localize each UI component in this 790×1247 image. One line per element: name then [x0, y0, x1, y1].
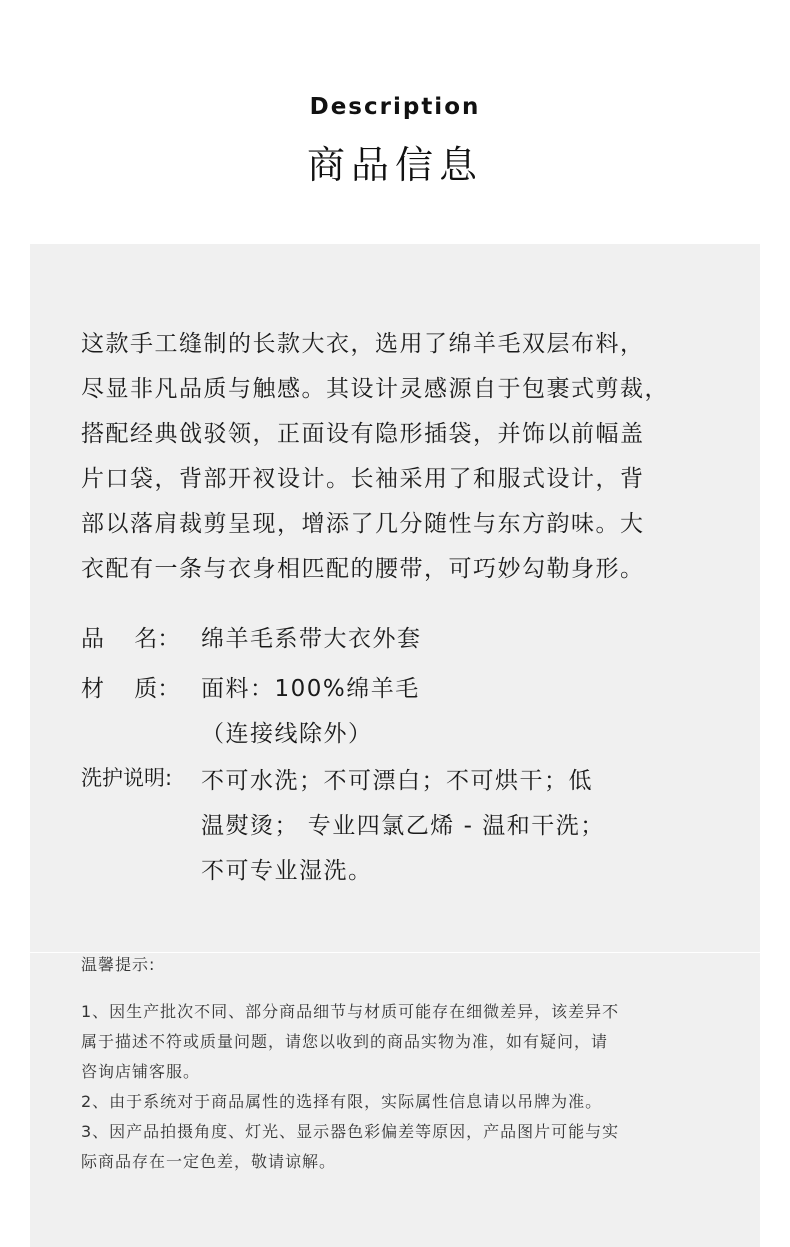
tips-list [81, 997, 721, 1177]
tip-line: 1、因生产批次不同、部分商品细节与材质可能存在细微差异，该差异不 [81, 1002, 620, 1021]
title-english: Description [309, 94, 481, 120]
description-line: 尽显非凡品质与触感。其设计灵感源自于包裹式剪裁， [81, 376, 669, 402]
product-specs [81, 620, 721, 895]
description-line: 这款手工缝制的长款大衣，选用了绵羊毛双层布料， [81, 331, 645, 357]
spec-care-value-line: 温熨烫； 专业四氯乙烯 - 温和干洗； [201, 813, 605, 839]
tip-line: 际商品存在一定色差，敬请谅解。 [81, 1152, 337, 1171]
info-panel [30, 244, 760, 1247]
spec-care-label: 洗护说明: [81, 766, 173, 790]
spec-name-row [81, 620, 721, 668]
tip-line: 2、由于系统对于商品属性的选择有限，实际属性信息请以吊牌为准。 [81, 1092, 603, 1111]
spec-care-row [81, 762, 721, 897]
spec-material-label: 材 质： [81, 676, 181, 702]
description-line: 搭配经典戗驳领，正面设有隐形插袋，并饰以前幅盖 [81, 421, 645, 447]
tip-line: 咨询店铺客服。 [81, 1062, 201, 1081]
tip-line: 属于描述不符或质量问题，请您以收到的商品实物为准，如有疑问，请 [81, 1032, 609, 1051]
tips-title: 温馨提示: [81, 955, 156, 974]
title-chinese: 商品信息 [306, 143, 483, 187]
description-line: 衣配有一条与衣身相匹配的腰带，可巧妙勾勒身形。 [81, 556, 645, 582]
spec-material-note: （连接线除外） [201, 721, 373, 747]
spec-name-label: 品 名： [81, 626, 181, 652]
description-line: 片口袋，背部开衩设计。长袖采用了和服式设计，背 [81, 466, 645, 492]
spec-care-value-line: 不可专业湿洗。 [201, 858, 373, 884]
tip-line: 3、因产品拍摄角度、灯光、显示器色彩偏差等原因，产品图片可能与实 [81, 1122, 620, 1141]
spec-name-value: 绵羊毛系带大衣外套 [201, 626, 422, 652]
description-line: 部以落肩裁剪呈现，增添了几分随性与东方韵味。大 [81, 511, 645, 537]
spec-material-value: 面料：100%绵羊毛 [201, 676, 420, 702]
page-header [0, 0, 790, 244]
product-description [81, 322, 721, 592]
spec-material-row [81, 670, 721, 762]
spec-care-value-line: 不可水洗；不可漂白；不可烘干；低 [201, 768, 593, 794]
